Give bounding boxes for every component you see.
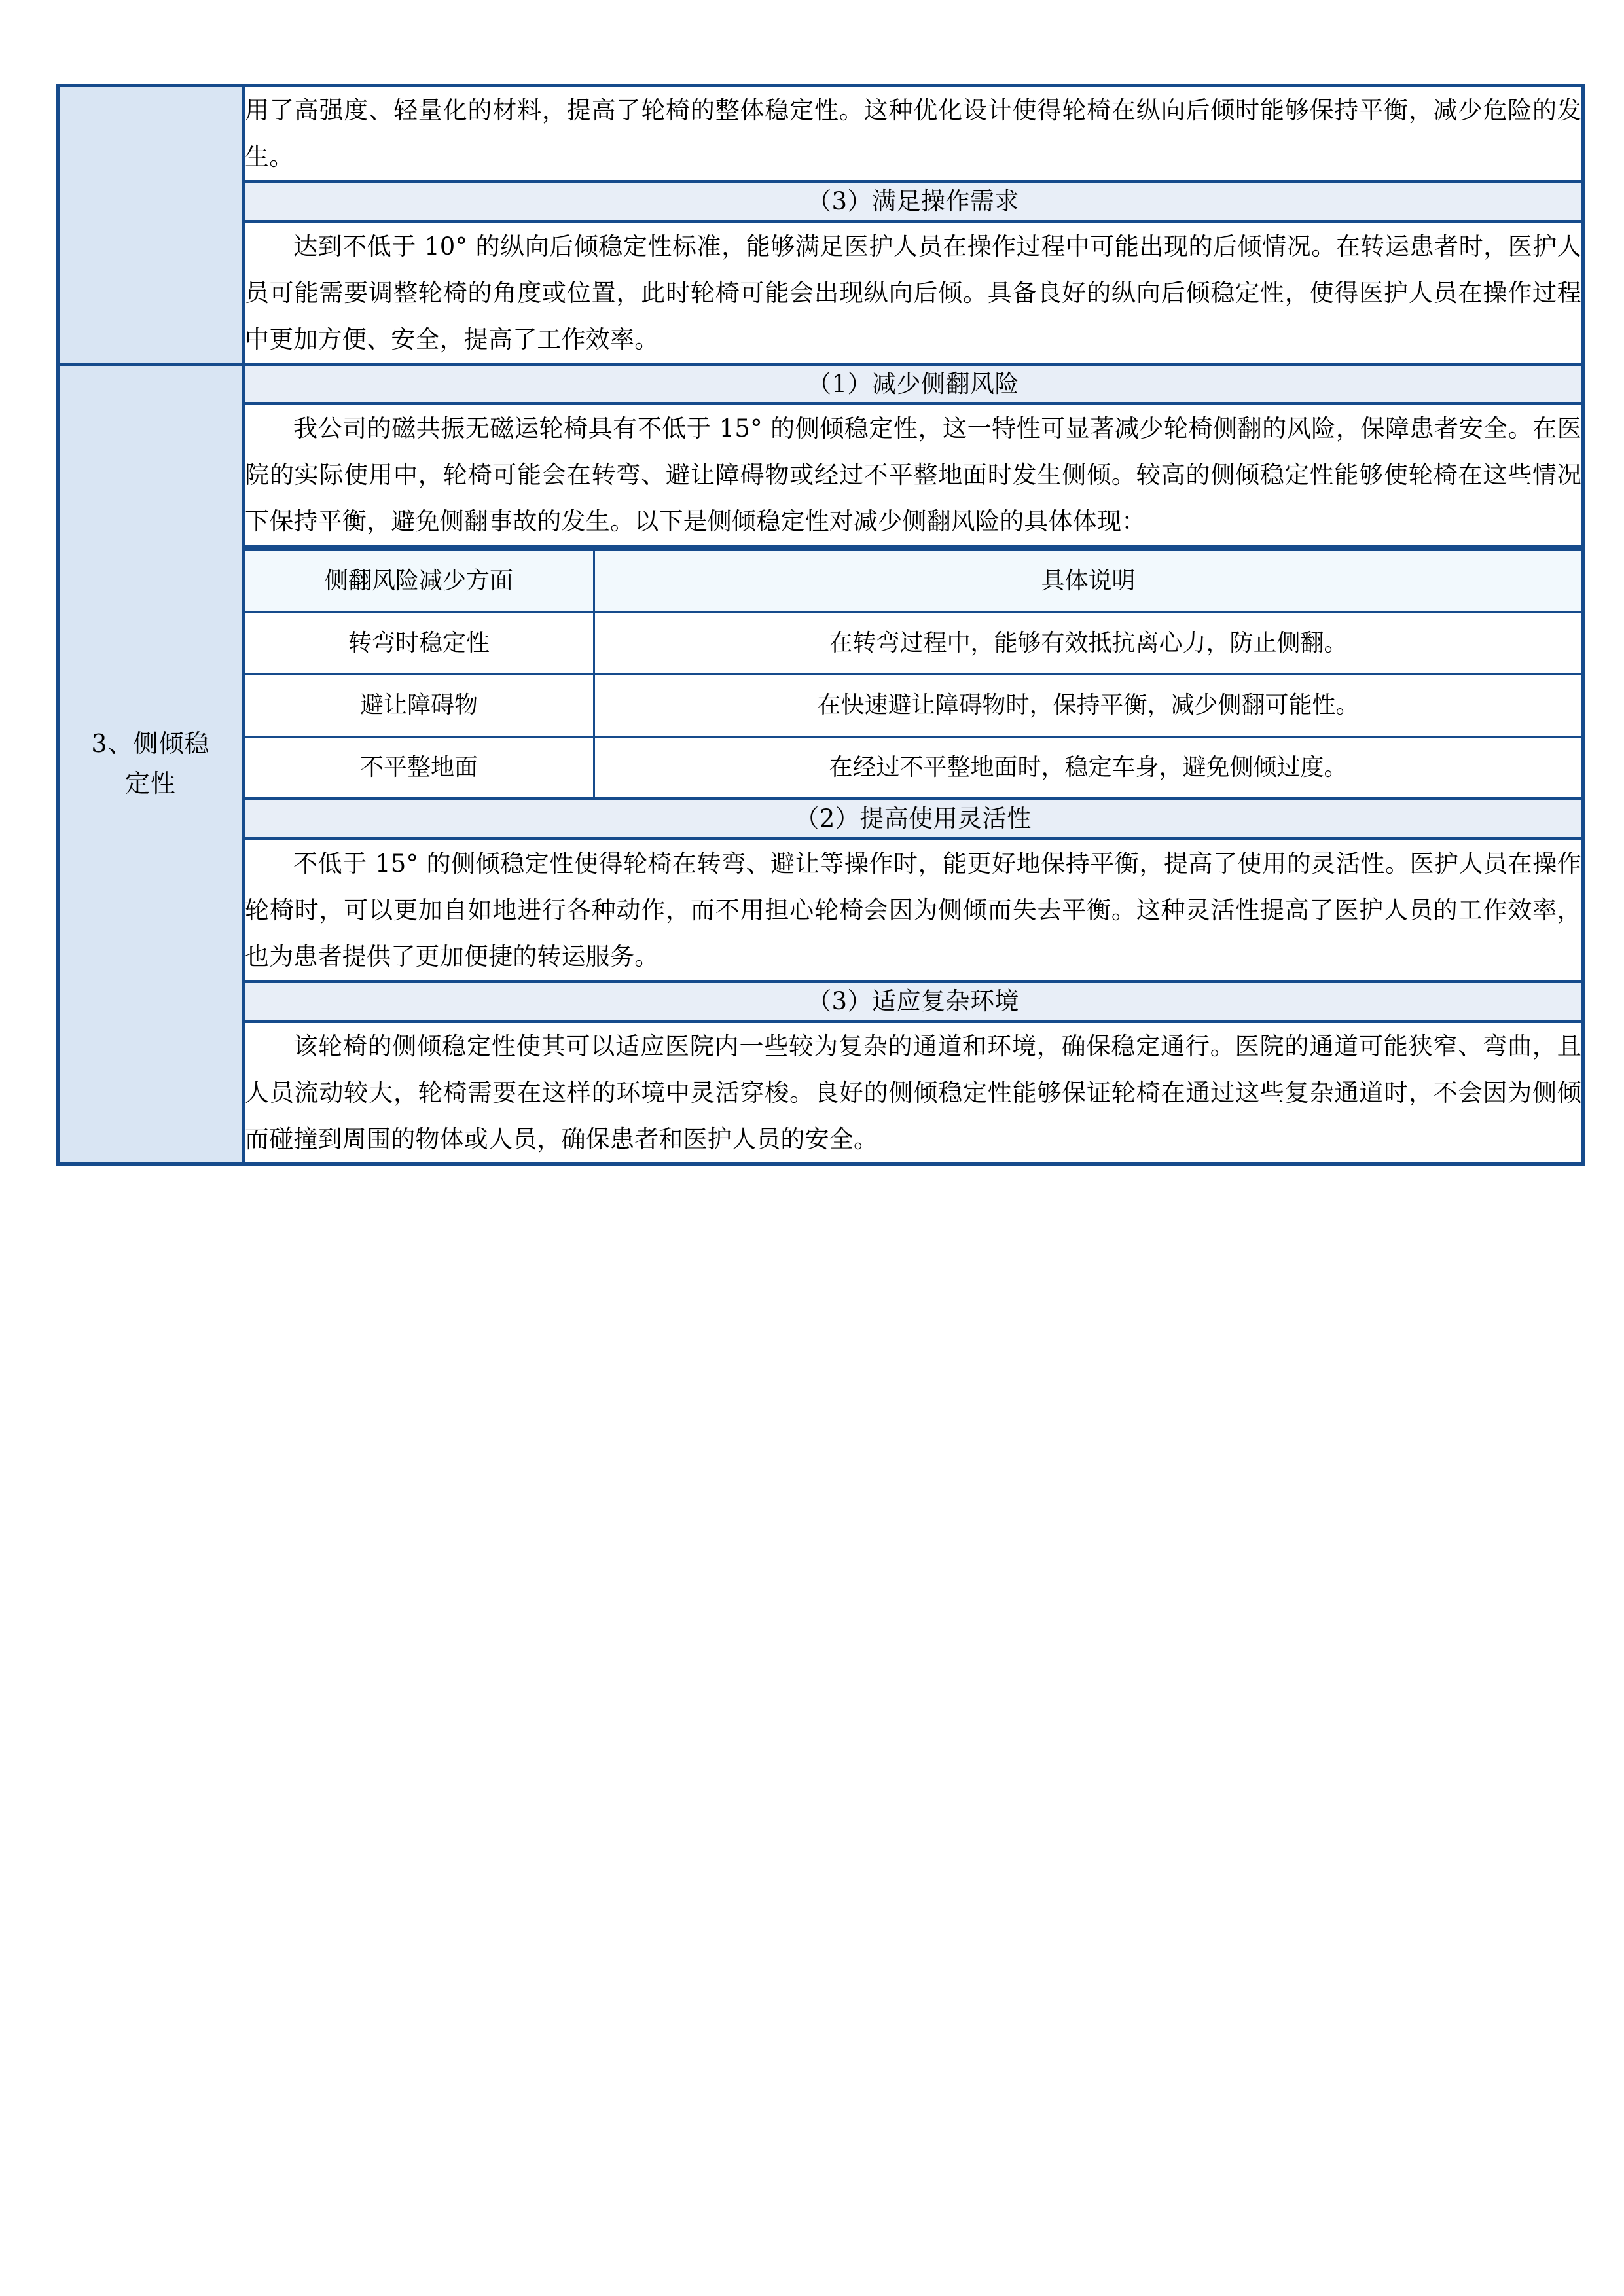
cell-aspect: 不平整地面	[245, 736, 594, 797]
paragraph-cell	[245, 838, 1581, 981]
section-heading-text: （2）提高使用灵活性	[795, 804, 1032, 833]
block-row	[245, 182, 1581, 222]
table-row	[245, 613, 1581, 675]
block-row	[245, 221, 1581, 363]
paragraph-text: 用了高强度、轻量化的材料，提高了轮椅的整体稳定性。这种优化设计使得轮椅在纵向后倾时能够保持平衡，减少危险的发生。	[245, 96, 1581, 171]
cell-description: 在经过不平整地面时，稳定车身，避免侧倾过度。	[594, 736, 1582, 797]
table-row	[58, 86, 1583, 365]
section-heading-cell	[245, 982, 1581, 1022]
block-row	[245, 982, 1581, 1022]
section-label-cell-lateral-stability	[58, 364, 244, 1164]
main-content-table	[56, 84, 1585, 1166]
block-row	[245, 838, 1581, 981]
section-heading-cell	[245, 182, 1581, 222]
cell-description: 在快速避让障碍物时，保持平衡，减少侧翻可能性。	[594, 674, 1582, 736]
block-row	[245, 87, 1581, 182]
section-heading-text: （3）适应复杂环境	[806, 987, 1020, 1016]
table-row	[58, 364, 1583, 1164]
table-header-row	[245, 550, 1581, 613]
paragraph-text: 我公司的磁共振无磁运轮椅具有不低于 15° 的侧倾稳定性，这一特性可显著减少轮椅侧翻的风险，保障患者安全。在医院的实际使用中，轮椅可能会在转弯、避让障碍物或经过不平整地面时发生侧倾。较高的侧倾稳定性能够使轮椅在这些情况下保持平衡，避免侧翻事故的发生。以下是侧倾稳定性对减少侧翻风险的具体体现：	[245, 414, 1581, 536]
nested-table-cell	[245, 547, 1581, 799]
paragraph-text: 不低于 15° 的侧倾稳定性使得轮椅在转弯、避让等操作时，能更好地保持平衡，提高了使用的灵活性。医护人员在操作轮椅时，可以更加自如地进行各种动作，而不用担心轮椅会因为侧倾而失去平衡。这种灵活性提高了医护人员的工作效率，也为患者提供了更加便捷的转运服务。	[245, 849, 1581, 971]
paragraph-text: 该轮椅的侧倾稳定性使其可以适应医院内一些较为复杂的通道和环境，确保稳定通行。医院的通道可能狭窄、弯曲，且人员流动较大，轮椅需要在这样的环境中灵活穿梭。良好的侧倾稳定性能够保证轮椅在通过这些复杂通道时，不会因为侧倾而碰撞到周围的物体或人员，确保患者和医护人员的安全。	[245, 1031, 1581, 1153]
cell-aspect: 转弯时稳定性	[245, 613, 594, 675]
block-stack	[245, 366, 1581, 1162]
paragraph-cell	[245, 1021, 1581, 1162]
block-row	[245, 1021, 1581, 1162]
section-content-cell	[244, 86, 1583, 365]
block-row	[245, 799, 1581, 839]
rollover-risk-table	[245, 548, 1581, 797]
section-heading-text: （1）减少侧翻风险	[806, 369, 1020, 398]
section-heading-text: （3）满足操作需求	[806, 187, 1020, 216]
block-row	[245, 366, 1581, 404]
section-heading-cell	[245, 799, 1581, 839]
block-stack	[245, 87, 1581, 363]
cell-description: 在转弯过程中，能够有效抵抗离心力，防止侧翻。	[594, 613, 1582, 675]
paragraph-text: 达到不低于 10° 的纵向后倾稳定性标准，能够满足医护人员在操作过程中可能出现的后倾情况。在转运患者时，医护人员可能需要调整轮椅的角度或位置，此时轮椅可能会出现纵向后倾。具备良好的纵向后倾稳定性，使得医护人员在操作过程中更加方便、安全，提高了工作效率。	[245, 232, 1581, 353]
section-label-line-1: 3、侧倾稳	[91, 728, 210, 758]
table-row	[245, 674, 1581, 736]
block-row	[245, 547, 1581, 799]
block-row	[245, 404, 1581, 547]
paragraph-cell	[245, 87, 1581, 182]
table-row	[245, 736, 1581, 797]
section-content-cell	[244, 364, 1583, 1164]
column-header-description: 具体说明	[594, 550, 1582, 613]
cell-aspect: 避让障碍物	[245, 674, 594, 736]
paragraph-cell	[245, 221, 1581, 363]
section-label-cell-empty	[58, 86, 244, 365]
paragraph-cell	[245, 404, 1581, 547]
column-header-aspect: 侧翻风险减少方面	[245, 550, 594, 613]
section-heading-cell	[245, 366, 1581, 404]
section-label-line-2: 定性	[124, 769, 176, 798]
